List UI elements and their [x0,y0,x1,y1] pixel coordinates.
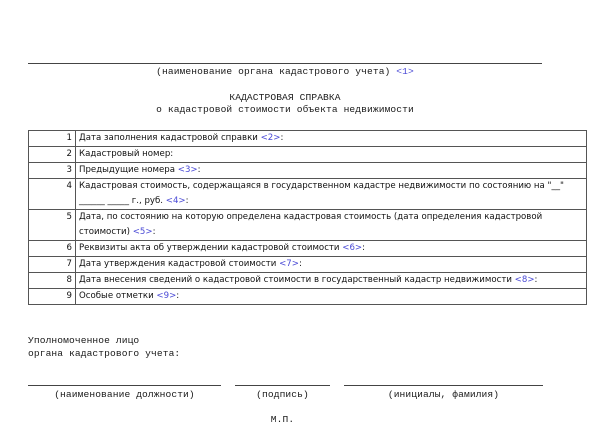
footnote-marker: <6> [342,243,363,253]
table-row [29,163,587,179]
name-line [344,385,543,386]
field-text: Кадастровый номер: [79,149,174,159]
field-suffix: : [197,165,201,175]
row-number: 4 [29,179,76,210]
document-title: КАДАСТРОВАЯ СПРАВКА [229,92,341,103]
footnote-marker: <8> [514,275,535,285]
org-name-line [28,63,542,64]
row-number: 3 [29,163,76,179]
row-number: 9 [29,289,76,305]
table-row [29,179,587,210]
table-row [29,210,587,241]
footnote-marker: <2> [260,133,281,143]
field-suffix: : [362,243,366,253]
row-number: 6 [29,241,76,257]
row-field-label [76,147,587,163]
field-text: Кадастровая стоимость, содержащаяся в государственном кадастре недвижимости по состоянию на "__" ______ _____ г., руб. [79,181,565,206]
field-suffix: : [185,196,189,206]
table-row [29,241,587,257]
signature-line [235,385,330,386]
row-number: 8 [29,273,76,289]
table-row [29,289,587,305]
field-suffix: : [176,291,180,301]
row-field-label [76,289,587,305]
row-number: 1 [29,131,76,147]
field-text: Дата заполнения кадастровой справки [79,133,261,143]
field-text: Дата утверждения кадастровой стоимости [79,259,280,269]
org-name-caption: (наименование органа кадастрового учета) <1> [156,66,414,77]
stamp-place: М.П. [270,414,295,425]
footnote-marker: <1> [396,66,414,77]
position-caption: (наименование должности) [54,389,195,400]
footnote-marker: <9> [156,291,177,301]
signer-label-line1: Уполномоченное лицо [28,335,140,346]
field-suffix: : [534,275,538,285]
row-number: 2 [29,147,76,163]
field-text: Предыдущие номера [79,165,178,175]
signer-label-line2: органа кадастрового учета: [28,348,181,359]
row-number: 7 [29,257,76,273]
row-field-label [76,210,587,241]
row-field-label [76,273,587,289]
position-line [28,385,221,386]
field-text: Реквизиты акта об утверждении кадастровой стоимости [79,243,343,253]
table-row [29,147,587,163]
footnote-marker: <4> [165,196,186,206]
name-caption: (инициалы, фамилия) [387,389,500,400]
row-field-label [76,241,587,257]
cadastral-info-table [28,130,587,305]
row-field-label [76,179,587,210]
field-suffix: : [280,133,284,143]
field-text: Особые отметки [79,291,157,301]
row-field-label [76,257,587,273]
field-suffix: : [298,259,302,269]
field-suffix: : [152,227,156,237]
field-text: Дата, по состоянию на которую определена кадастровая стоимость (дата определения кадастровой стоимости) [79,212,543,237]
footnote-marker: <3> [177,165,198,175]
signature-caption: (подпись) [256,389,309,400]
table-row [29,273,587,289]
field-text: Дата внесения сведений о кадастровой стоимости в государственный кадастр недвижимости [79,275,515,285]
table-row [29,257,587,273]
document-subtitle: о кадастровой стоимости объекта недвижимости [156,104,414,115]
row-number: 5 [29,210,76,241]
table-row [29,131,587,147]
footnote-marker: <7> [279,259,299,269]
footnote-marker: <5> [132,227,153,237]
row-field-label [76,163,587,179]
row-field-label [76,131,587,147]
